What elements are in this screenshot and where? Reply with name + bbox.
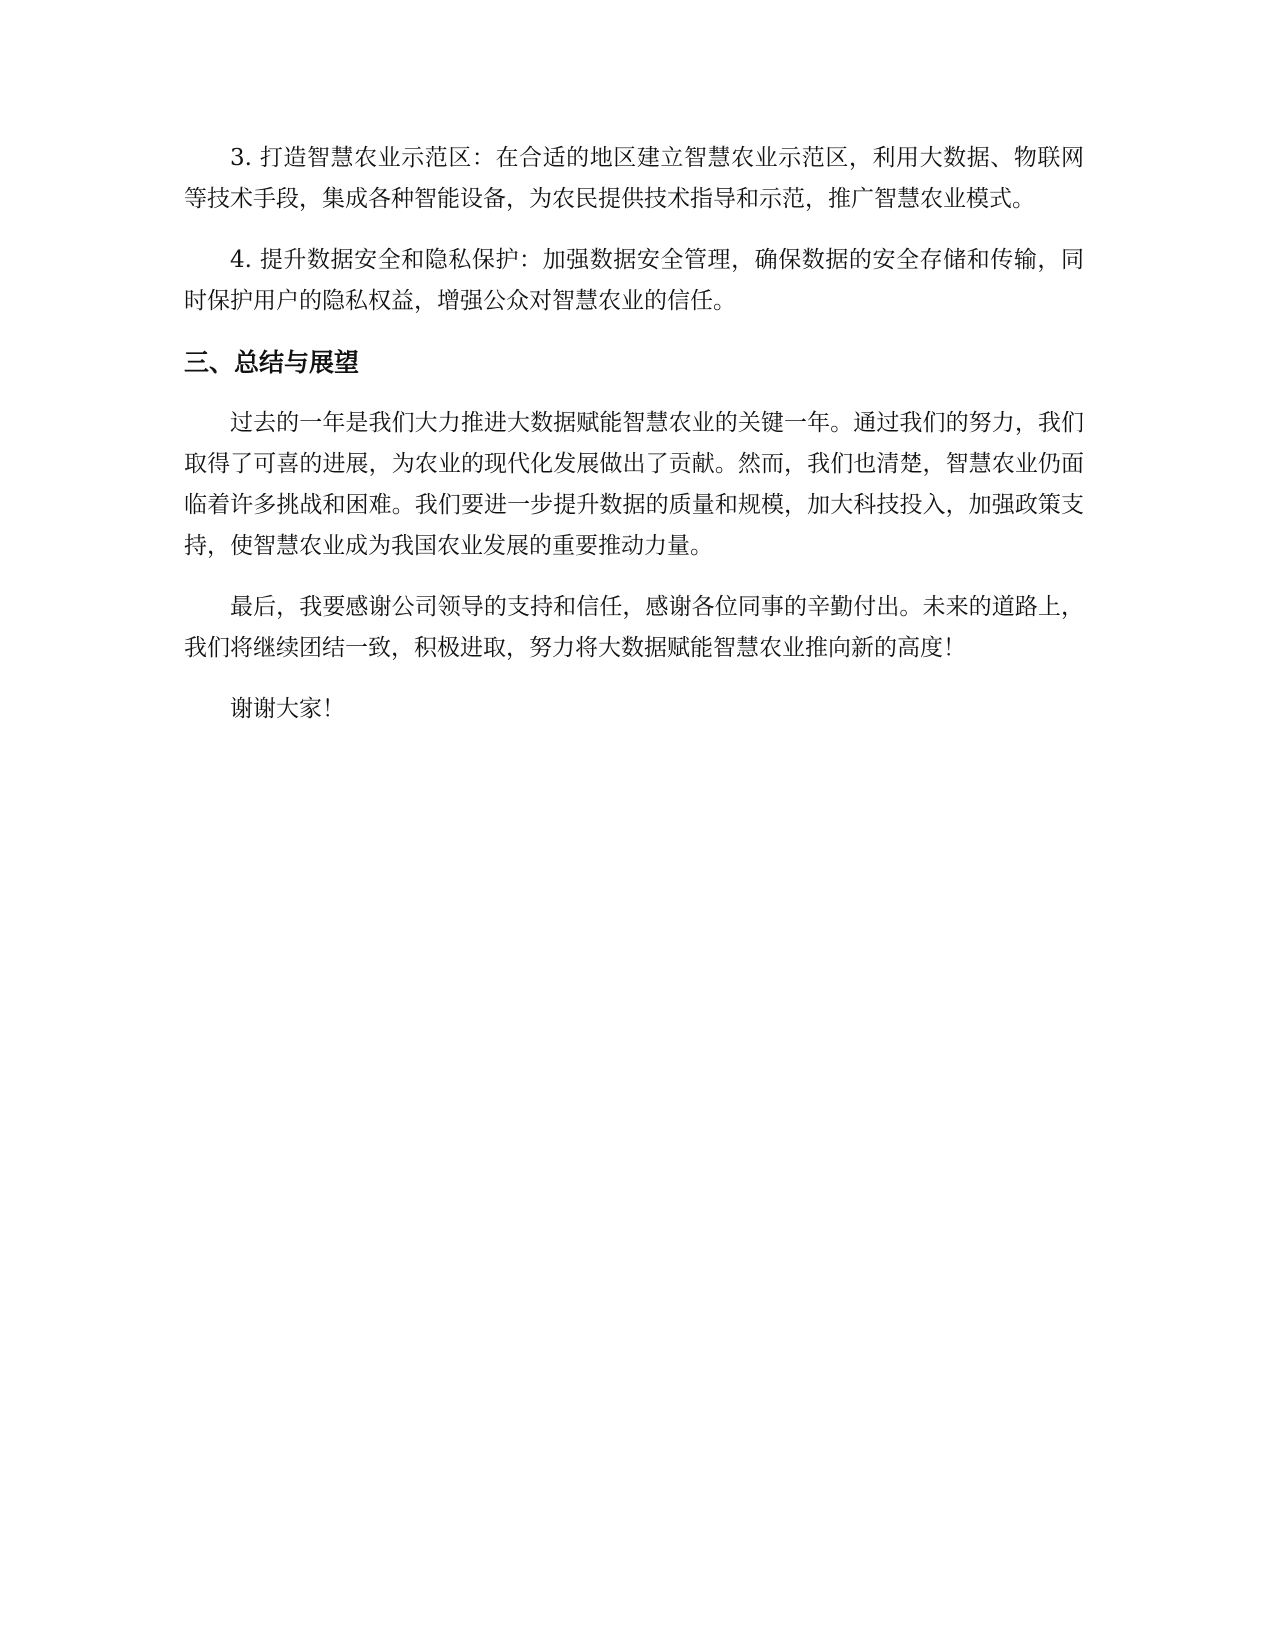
paragraph-item-3: 3. 打造智慧农业示范区：在合适的地区建立智慧农业示范区，利用大数据、物联网等技术手段，集成各种智能设备，为农民提供技术指导和示范，推广智慧农业模式。 — [184, 145, 1084, 212]
paragraph-item-4: 4. 提升数据安全和隐私保护：加强数据安全管理，确保数据的安全存储和传输，同时保护用户的隐私权益，增强公众对智慧农业的信任。 — [184, 247, 1084, 314]
paragraph-closing: 谢谢大家！ — [230, 696, 345, 722]
paragraph-summary: 过去的一年是我们大力推进大数据赋能智慧农业的关键一年。通过我们的努力，我们取得了可喜的进展，为农业的现代化发展做出了贡献。然而，我们也清楚，智慧农业仍面临着许多挑战和困难。我们要进一步提升数据的质量和规模，加大科技投入，加强政策支持，使智慧农业成为我国农业发展的重要推动力量。 — [184, 410, 1084, 559]
section-heading: 三、总结与展望 — [184, 348, 360, 377]
paragraph-thanks: 最后，我要感谢公司领导的支持和信任，感谢各位同事的辛勤付出。未来的道路上，我们将继续团结一致，积极进取，努力将大数据赋能智慧农业推向新的高度！ — [184, 594, 1084, 661]
document-body — [184, 138, 1084, 750]
